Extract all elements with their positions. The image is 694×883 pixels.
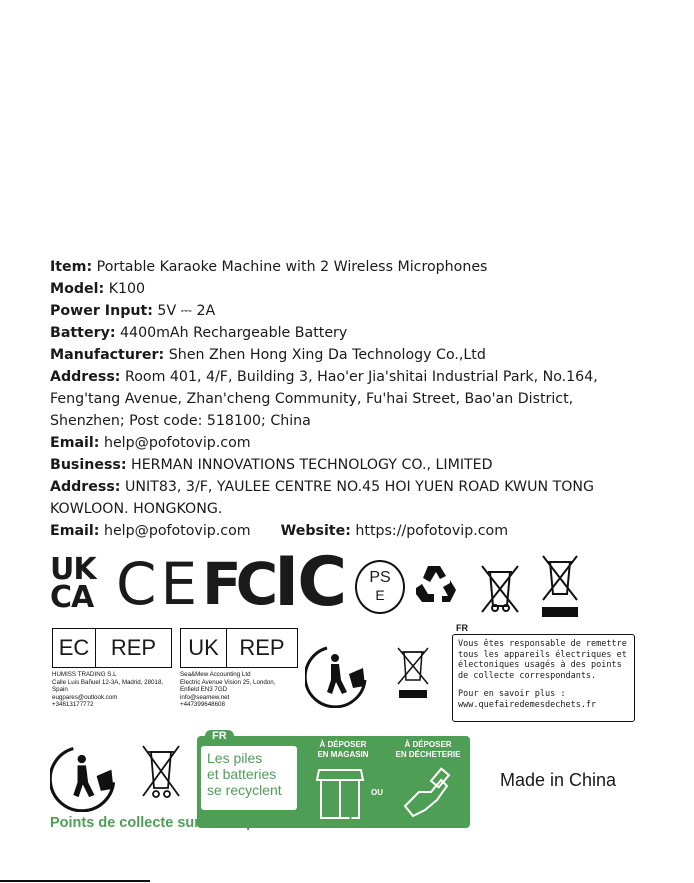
slogan-line-3: se recyclent xyxy=(207,782,282,798)
uk-rep-right: REP xyxy=(239,635,285,660)
website-value: https://pofotovip.com xyxy=(350,523,509,539)
pse-bottom: E xyxy=(375,587,385,603)
pse-top: PS xyxy=(369,569,391,586)
ec-rep-left: EC xyxy=(53,629,96,667)
uk-rep-address: Sea&Mew Accounting Ltd Electric Avenue Vision 25, London, Enfield EN3 7GD info@seamew.net +447399648608 xyxy=(180,671,276,709)
ec-rep-label xyxy=(52,628,172,668)
model-line xyxy=(50,278,650,300)
dump-caption xyxy=(387,740,469,760)
fcc-mark: FC xyxy=(202,550,273,618)
hand-battery-icon xyxy=(401,766,455,822)
weee-bin-icon xyxy=(478,562,522,614)
model-value: K100 xyxy=(104,281,146,297)
bottom-rule xyxy=(0,880,150,882)
collection-points-text: Points de collecte sur www.quefairedemesdechets.fr xyxy=(50,815,413,831)
address1-label: Address: xyxy=(50,369,121,385)
fr-notice-tag: FR xyxy=(456,623,468,633)
model-label: Model: xyxy=(50,281,105,297)
spec-block xyxy=(50,256,650,542)
power-value: 5V ⎓ 2A xyxy=(152,303,216,319)
address2-value: UNIT83, 3/F, YAULEE CENTRE NO.45 HOI YUEN ROAD KWUN TONG KOWLOON. HONGKONG. xyxy=(50,479,595,517)
uk-rep-label xyxy=(180,628,298,668)
address2-label: Address: xyxy=(50,479,121,495)
address1-value: Room 401, 4/F, Building 3, Hao'er Jia'shitai Industrial Park, No.164, Feng'tang Avenue, Zhan'cheng Community, Fu'hai Street, Bao'an District, Shenzhen; Post code: 518100; China xyxy=(50,369,598,429)
email2-line xyxy=(50,520,650,542)
ukca-bottom: CA xyxy=(50,580,94,615)
email2-value: help@pofotovip.com xyxy=(99,523,251,539)
manufacturer-line xyxy=(50,344,650,366)
dump-caption-1: À DÉPOSER xyxy=(404,740,452,749)
or-label: OU xyxy=(371,788,383,797)
recycle-icon xyxy=(410,560,462,612)
ec-rep-address: HUMISS TRADING S.L Calle Luis Bañuel 12-3A, Madrid, 28018, Spain eugpares@outlook.com +34613177772 xyxy=(52,671,164,709)
item-value: Portable Karaoke Machine with 2 Wireless Microphones xyxy=(92,259,488,275)
pse-mark xyxy=(355,560,405,614)
business-value: HERMAN INNOVATIONS TECHNOLOGY CO., LIMITED xyxy=(126,457,493,473)
business-line xyxy=(50,454,650,476)
store-icon xyxy=(315,766,365,822)
ce-mark: CE xyxy=(116,550,202,618)
fr-notice-text: Vous êtes responsable de remettre tous les appareils électriques et électoniques usagés à des points de collecte correspondants. xyxy=(458,639,627,681)
dump-caption-2: EN DÉCHETERIE xyxy=(395,750,461,759)
weee-bin-small-icon xyxy=(393,646,433,702)
triman-large-icon xyxy=(50,740,122,812)
store-caption-1: À DÉPOSER xyxy=(319,740,367,749)
power-line xyxy=(50,300,650,322)
ukca-top: UK xyxy=(50,552,96,587)
store-caption xyxy=(303,740,383,760)
fr-notice-url: www.quefairedemesdechets.fr xyxy=(458,699,597,710)
ec-rep-right: REP xyxy=(110,635,157,660)
battery-label: Battery: xyxy=(50,325,116,341)
item-label: Item: xyxy=(50,259,93,275)
address1-line xyxy=(50,366,640,432)
slogan-box xyxy=(201,746,297,810)
fr-notice-more: Pour en savoir plus : xyxy=(458,689,566,700)
email1-label: Email: xyxy=(50,435,100,451)
email1-value: help@pofotovip.com xyxy=(99,435,251,451)
slogan-line-2: et batteries xyxy=(207,766,277,782)
address2-line xyxy=(50,476,642,520)
slogan-line-1: Les piles xyxy=(207,750,263,766)
email2-label: Email: xyxy=(50,523,100,539)
business-label: Business: xyxy=(50,457,127,473)
uk-rep-left: UK xyxy=(181,629,227,667)
triman-icon xyxy=(305,640,373,708)
battery-value: 4400mAh Rechargeable Battery xyxy=(115,325,348,341)
fr-notice-box xyxy=(452,634,635,722)
made-in-label: Made in China xyxy=(500,770,617,790)
item-line xyxy=(50,256,650,278)
manufacturer-value: Shen Zhen Hong Xing Da Technology Co.,Ltd xyxy=(164,347,486,363)
battery-panel-tag: FR xyxy=(205,730,234,742)
ic-mark: IC xyxy=(274,543,346,622)
website-label: Website: xyxy=(280,523,351,539)
store-caption-2: EN MAGASIN xyxy=(317,750,369,759)
power-label: Power Input: xyxy=(50,303,153,319)
ukca-mark xyxy=(50,552,110,616)
manufacturer-label: Manufacturer: xyxy=(50,347,165,363)
weee-bin-battery-icon xyxy=(138,744,184,804)
email1-line xyxy=(50,432,650,454)
weee-bin-bar-icon xyxy=(537,554,583,620)
battery-line xyxy=(50,322,650,344)
